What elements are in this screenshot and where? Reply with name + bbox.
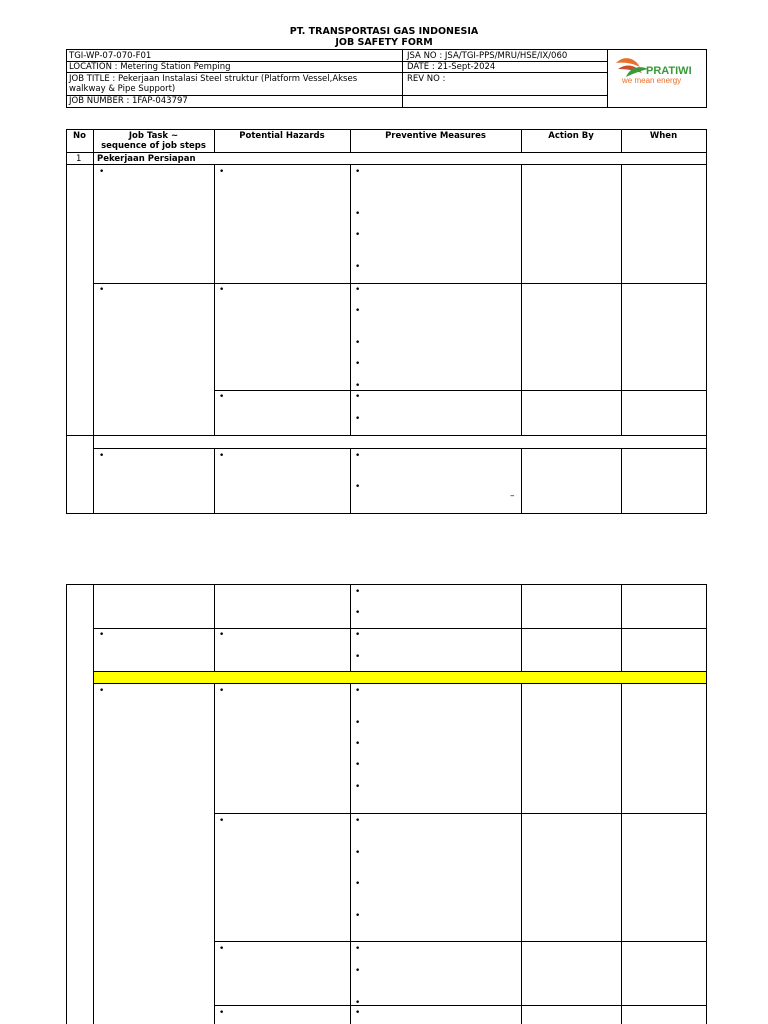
bullet-marker: •	[99, 285, 105, 295]
bullet-marker: •	[219, 816, 225, 826]
bullet-marker: •	[219, 451, 225, 461]
col-header-when: When	[649, 131, 678, 141]
section-title: Pekerjaan Persiapan	[97, 154, 196, 164]
bullet-marker: •	[355, 587, 361, 597]
bullet-marker: •	[355, 718, 361, 728]
bullet-marker: •	[355, 879, 361, 889]
bullet-marker: •	[355, 608, 361, 618]
bullet-marker: •	[355, 848, 361, 858]
bullet-marker: •	[219, 392, 225, 402]
bullet-marker: •	[355, 1008, 361, 1018]
bullet-marker: •	[355, 306, 361, 316]
bullet-marker: •	[355, 944, 361, 954]
form-title: JOB SAFETY FORM	[335, 37, 433, 48]
bullet-marker: •	[355, 686, 361, 696]
bullet-marker: •	[355, 451, 361, 461]
highlighted-row	[94, 672, 706, 683]
bullet-marker: •	[219, 944, 225, 954]
col-header-job-task: Job Task ~	[128, 131, 179, 141]
bullet-marker: •	[99, 686, 105, 696]
bullet-marker: •	[219, 686, 225, 696]
col-header-hazards: Potential Hazards	[239, 131, 325, 141]
bullet-marker: •	[355, 652, 361, 662]
col-header-action-by: Action By	[548, 131, 594, 141]
bullet-marker: •	[355, 739, 361, 749]
bullet-marker: •	[355, 816, 361, 826]
job-title-field-cont: walkway & Pipe Support)	[69, 84, 176, 94]
bullet-marker: •	[219, 167, 225, 177]
bullet-marker: •	[99, 451, 105, 461]
bullet-marker: •	[355, 998, 361, 1008]
col-header-preventive: Preventive Measures	[385, 131, 486, 141]
bullet-marker: •	[99, 630, 105, 640]
bullet-marker: •	[355, 760, 361, 770]
company-title: PT. TRANSPORTASI GAS INDONESIA	[289, 26, 479, 37]
bullet-marker: •	[355, 782, 361, 792]
logo-tagline: we mean energy	[622, 76, 682, 85]
bullet-marker: •	[355, 209, 361, 219]
logo-name: PRATIWI	[646, 65, 692, 77]
job-number-field: JOB NUMBER : 1FAP-043797	[69, 96, 188, 106]
bullet-marker: •	[355, 359, 361, 369]
bullet-marker: •	[219, 1008, 225, 1018]
job-title-field: JOB TITLE : Pekerjaan Instalasi Steel struktur (Platform Vessel,Akses	[69, 74, 358, 84]
jsa-no-field: JSA NO : JSA/TGI-PPS/MRU/HSE/IX/060	[407, 51, 568, 61]
date-field: DATE : 21-Sept-2024	[407, 62, 496, 72]
bullet-marker: •	[355, 482, 361, 492]
bullet-marker: •	[355, 414, 361, 424]
bullet-marker: •	[355, 392, 361, 402]
bullet-marker: •	[219, 285, 225, 295]
location-field: LOCATION : Metering Station Pemping	[69, 62, 231, 72]
bullet-marker: •	[355, 966, 361, 976]
bullet-marker: •	[99, 167, 105, 177]
bullet-marker: •	[355, 630, 361, 640]
bullet-marker: •	[355, 167, 361, 177]
rev-no-field: REV NO :	[407, 74, 446, 84]
section-number: 1	[76, 154, 82, 164]
bullet-marker: •	[355, 911, 361, 921]
bullet-marker: •	[355, 285, 361, 295]
bullet-marker: •	[219, 630, 225, 640]
bullet-marker: •	[355, 230, 361, 240]
bullet-marker: •	[355, 381, 361, 391]
form-code: TGI-WP-07-070-F01	[69, 51, 152, 61]
dash-marker: –	[510, 491, 515, 501]
bullet-marker: •	[355, 262, 361, 272]
bullet-marker: •	[355, 338, 361, 348]
col-header-job-task-sub: sequence of job steps	[101, 141, 206, 151]
col-header-no: No	[73, 131, 86, 141]
